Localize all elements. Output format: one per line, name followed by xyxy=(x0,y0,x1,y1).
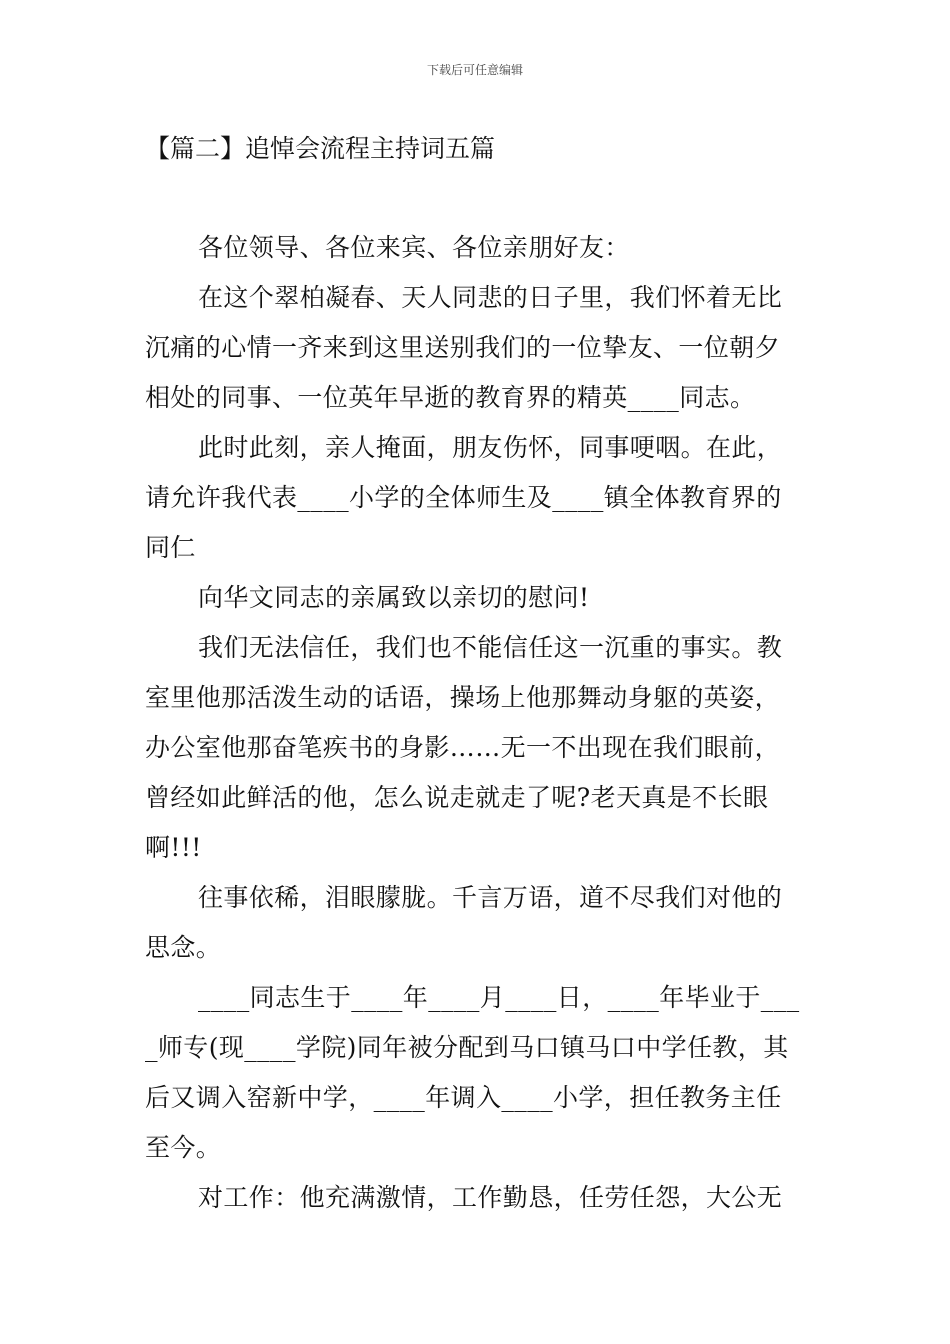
text-line: 各位领导、各位来宾、各位亲朋好友： xyxy=(198,233,630,262)
text-line: 至今。 xyxy=(145,1133,222,1162)
text-line: 沉痛的心情一齐来到这里送别我们的一位挚友、一位朝夕 xyxy=(145,333,781,362)
text-line: 后又调入窑新中学，____年调入____小学，担任教务主任 xyxy=(145,1083,782,1112)
paragraph-opening xyxy=(145,280,815,430)
text-line: 办公室他那奋笔疾书的身影……无一不出现在我们眼前， xyxy=(145,733,781,762)
text-line: 我们无法信任，我们也不能信任这一沉重的事实。教 xyxy=(198,633,783,662)
paragraph-disbelief xyxy=(145,630,815,880)
text-line: 对工作：他充满激情，工作勤恳，任劳任怨，大公无 xyxy=(198,1183,783,1212)
text-line: 思念。 xyxy=(145,933,222,962)
text-line: 啊!!! xyxy=(145,833,202,862)
text-line: 曾经如此鲜活的他，怎么说走就走了呢?老天真是不长眼 xyxy=(145,783,769,812)
text-line: 在这个翠柏凝春、天人同悲的日子里，我们怀着无比 xyxy=(198,283,783,312)
paragraph-condolence xyxy=(145,430,815,580)
paragraph-work xyxy=(145,1180,815,1230)
document-title: 【篇二】追悼会流程主持词五篇 xyxy=(145,134,496,163)
paragraph-regards xyxy=(145,580,815,630)
text-line: 相处的同事、一位英年早逝的教育界的精英____同志。 xyxy=(145,383,756,412)
page-header-note: 下载后可任意编辑 xyxy=(426,63,523,77)
document-body xyxy=(145,230,815,1230)
text-line: 此时此刻，亲人掩面，朋友伤怀，同事哽咽。在此， xyxy=(198,433,783,462)
paragraph-salutation xyxy=(145,230,815,280)
text-line: _师专(现____学院)同年被分配到马口镇马口中学任教，其 xyxy=(145,1033,789,1062)
text-line: ____同志生于____年____月____日，____年毕业于___ xyxy=(198,983,800,1012)
text-line: 室里他那活泼生动的话语，操场上他那舞动身躯的英姿， xyxy=(145,683,781,712)
text-line: 向华文同志的亲属致以亲切的慰问! xyxy=(198,583,590,612)
text-line: 往事依稀，泪眼朦胧。千言万语，道不尽我们对他的 xyxy=(198,883,783,912)
text-line: 同仁 xyxy=(145,533,196,562)
text-line: 请允许我代表____小学的全体师生及____镇全体教育界的 xyxy=(145,483,782,512)
paragraph-biography xyxy=(145,980,815,1180)
paragraph-memories xyxy=(145,880,815,980)
